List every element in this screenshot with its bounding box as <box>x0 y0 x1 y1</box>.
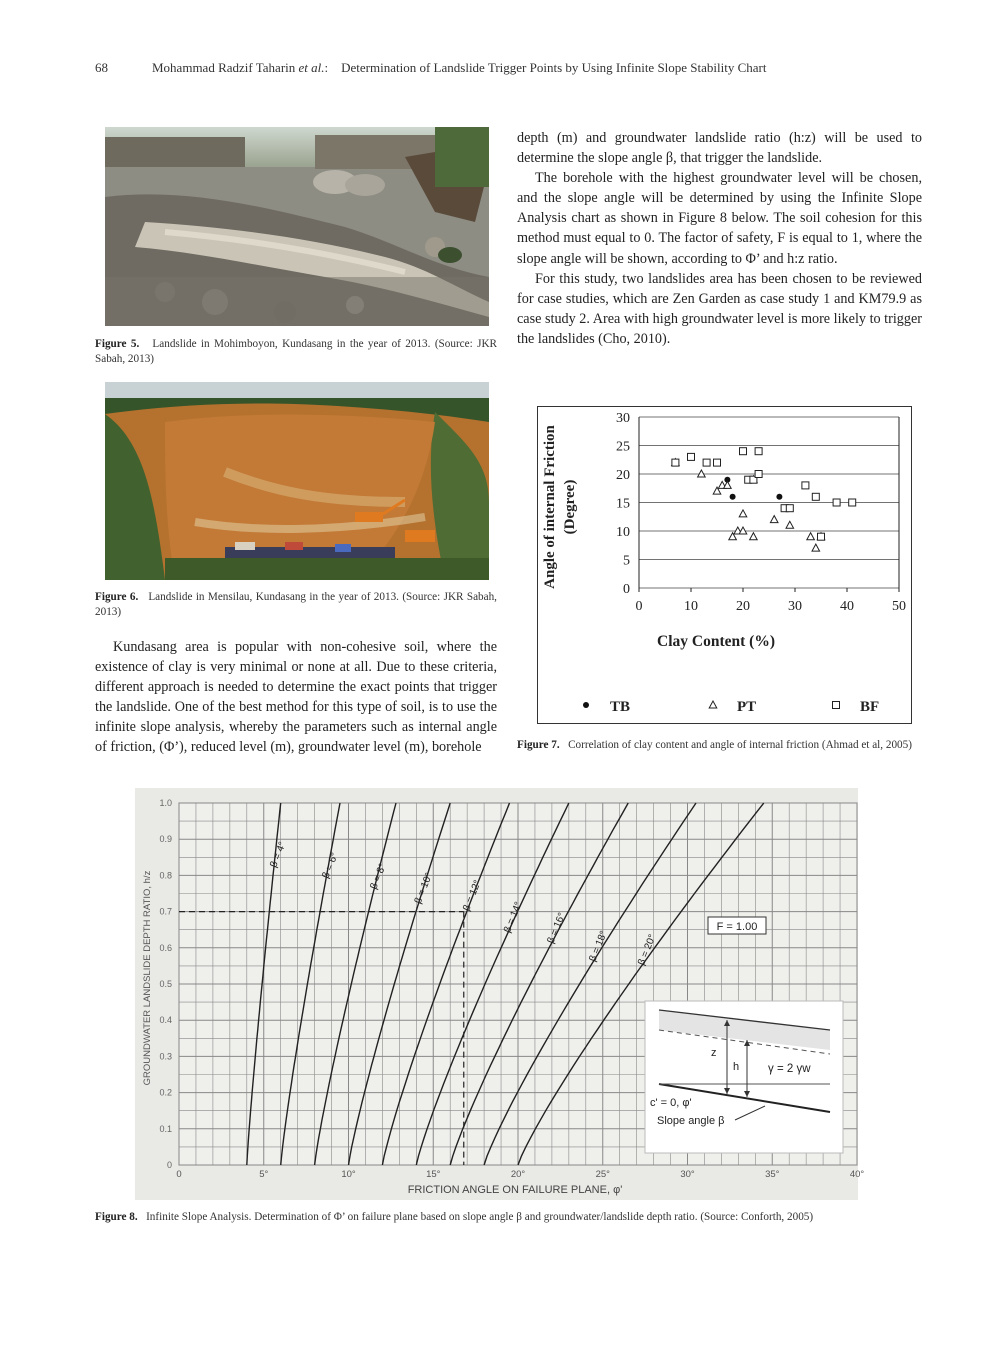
fig7-xtick-label: 20 <box>736 599 750 614</box>
fig8-inset <box>645 1001 843 1153</box>
fig8-xtick-label: 0 <box>176 1169 182 1180</box>
fig7-point-bf <box>740 448 747 455</box>
fig7-ytick-label: 10 <box>616 525 630 540</box>
fig7-point-pt <box>698 470 706 477</box>
figure7-chart <box>537 406 912 724</box>
fig8-ytick-label: 1.0 <box>159 798 172 808</box>
fig8-curve-label: β = 16° <box>545 911 568 946</box>
fig7-legend-marker-pt <box>709 701 717 708</box>
fig8-curve-label: β = 6° <box>320 851 341 881</box>
fig7-point-bf <box>703 459 710 466</box>
fig7-point-bf <box>812 493 819 500</box>
figure7-caption <box>517 738 922 753</box>
fig7-point-pt <box>770 516 778 523</box>
inset-gamma-label: γ = 2 γw <box>768 1063 811 1075</box>
fig8-curve-label: β = 12° <box>461 878 484 913</box>
right-paragraph-2: For this study, two landslides area has been chosen to be reviewed for case studies, which are Zen Garden as case study 1 and KM79.9 as case study 2. Area with high groundwater level is more likely to trigger the landslides (Cho, 2010). <box>517 270 922 347</box>
figure8-caption-text: Infinite Slope Analysis. Determination of Φ’ on failure plane based on slope angle β and groundwater/landslide depth ratio. (Source: Conforth, 2005) <box>146 1211 814 1223</box>
fig7-xtick-label: 10 <box>684 599 698 614</box>
fig7-point-bf <box>849 499 856 506</box>
fig8-ytick-label: 0.5 <box>159 979 172 989</box>
fig7-ytick-label: 20 <box>616 468 630 483</box>
fig7-ytick-label: 25 <box>616 439 630 455</box>
fig7-legend-marker-bf <box>833 702 840 709</box>
fig8-xtick-label: 35° <box>765 1169 780 1180</box>
left-paragraph-1: Kundasang area is popular with non-cohesive soil, where the existence of clay is very minimal or none at all. Due to these criteria, different approach is needed to determine the exact points that trigger the landslide. One of the best method for this type of soil, is to use the infinite slope analysis, whereby the parameters such as internal angle of friction, (Φ’), reduced level (m), groundwater level (m), borehole <box>95 639 497 756</box>
fig7-xlabel: Clay Content (%) <box>657 633 775 650</box>
fig7-xtick-label: 0 <box>635 599 643 614</box>
fig8-curve-label: β = 10° <box>412 871 436 906</box>
figure5-label: Figure 5. <box>95 338 140 350</box>
fig7-point-bf <box>688 453 695 460</box>
fig8-xlabel: FRICTION ANGLE ON FAILURE PLANE, φ' <box>407 1184 623 1196</box>
fig8-xtick-label: 30° <box>680 1169 695 1180</box>
fig7-legend-label-bf: BF <box>860 699 880 715</box>
fig8-ytick-label: 0.8 <box>159 870 172 881</box>
fig8-xtick-label: 15° <box>426 1169 441 1180</box>
inset-h-label: h <box>733 1061 740 1073</box>
fig8-ytick-label: 0.7 <box>159 906 172 917</box>
figure8-label: Figure 8. <box>95 1211 138 1223</box>
figure8-svg <box>135 788 865 1200</box>
fig7-point-bf <box>818 533 825 540</box>
figure5-caption-text: Landslide in Mohimboyon, Kundasang in the year of 2013. (Source: JKR Sabah, 2013) <box>95 338 497 365</box>
fig7-point-bf <box>755 448 762 455</box>
fig7-ylabel-1: Angle of internal Friction <box>542 425 558 589</box>
fig7-point-pt <box>812 544 820 551</box>
header-authors: Mohammad Radzif Taharin <box>152 60 296 75</box>
fig8-ytick-label: 0.3 <box>159 1051 172 1062</box>
figure6-photo <box>105 382 489 580</box>
fig7-xtick-label: 40 <box>840 599 854 614</box>
fig7-ytick-label: 0 <box>623 582 630 597</box>
fig7-legend-label-pt: PT <box>737 699 757 715</box>
right-paragraph-1: The borehole with the highest groundwater level will be chosen, and the slope angle will be determined by using the Infinite Slope Analysis chart as shown in Figure 8 below. The soil cohesion for this method must equal to 0. The factor of safety, F is equal to 1, where the slope angle will be shown, according to Φ’ and h:z ratio. <box>517 170 922 267</box>
fig7-point-pt <box>807 533 815 540</box>
fig8-curve-label: β = 14° <box>502 900 525 935</box>
fig8-xtick-label: 5° <box>259 1169 269 1180</box>
header-title: Determination of Landslide Trigger Points by Using Infinite Slope Stability Chart <box>341 60 767 75</box>
fig7-point-tb <box>776 494 782 500</box>
figure7-svg <box>538 407 911 723</box>
fig8-curve-label: β = 8° <box>368 862 389 892</box>
fig8-xtick-label: 10° <box>341 1169 356 1180</box>
fig8-ytick-label: 0.4 <box>159 1015 172 1026</box>
figure8-caption <box>95 1210 922 1225</box>
fig7-ytick-label: 30 <box>616 411 630 426</box>
running-header: Mohammad Radzif Taharin et al.: Determination of Landslide Trigger Points by Using Infinite Slope Stability Chart <box>152 60 767 75</box>
fig7-point-pt <box>739 527 747 534</box>
fig7-point-pt <box>724 481 732 488</box>
page-number: 68 <box>95 60 108 75</box>
fig7-point-pt <box>750 533 758 540</box>
fig7-legend-marker-tb <box>583 702 589 708</box>
fig8-ytick-label: 0.9 <box>159 834 172 845</box>
fig7-point-tb <box>730 494 736 500</box>
figure5-caption <box>95 337 497 367</box>
fig7-point-bf <box>833 499 840 506</box>
fig8-xtick-label: 40° <box>849 1169 865 1180</box>
fig7-point-bf <box>802 482 809 489</box>
figure7-caption-text: Correlation of clay content and angle of internal friction (Ahmad et al, 2005) <box>568 739 912 751</box>
figure8-chart <box>135 788 865 1200</box>
inset-slope-label: Slope angle β <box>657 1115 725 1127</box>
figure6-caption <box>95 590 497 620</box>
fig7-ylabel-2: (Degree) <box>562 479 578 535</box>
fig8-curve-label: β = 4° <box>268 840 289 870</box>
fig7-ytick-label: 5 <box>623 553 630 569</box>
fig7-point-pt <box>786 521 794 528</box>
figure7-label: Figure 7. <box>517 739 560 751</box>
fig8-f-label: F = 1.00 <box>716 921 758 933</box>
fig7-point-bf <box>714 459 721 466</box>
header-authors-suffix: et al. <box>298 60 325 75</box>
fig7-legend <box>583 699 879 715</box>
fig8-ytick-label: 0.1 <box>159 1123 172 1134</box>
fig7-point-pt <box>739 510 747 517</box>
figure5-photo <box>105 127 489 326</box>
right-paragraph-0: depth (m) and groundwater landslide ratio (h:z) will be used to determine the slope angle β, that trigger the landslide. <box>517 130 922 167</box>
fig7-xtick-label: 50 <box>892 599 906 614</box>
inset-z-label: z <box>711 1047 717 1059</box>
fig7-ytick-label: 15 <box>616 496 630 512</box>
fig8-ylabel: GROUNDWATER LANDSLIDE DEPTH RATIO, h/z <box>142 870 153 1086</box>
fig8-ytick-label: 0.6 <box>159 942 172 953</box>
fig8-ytick-label: 0.2 <box>159 1087 172 1098</box>
fig8-ytick-label: 0 <box>166 1160 172 1170</box>
fig8-xtick-label: 25° <box>595 1169 610 1180</box>
left-column-text <box>95 637 497 758</box>
fig8-xtick-label: 20° <box>510 1169 526 1180</box>
inset-cohesion-label: c' = 0, φ' <box>650 1097 692 1109</box>
figure6-caption-text: Landslide in Mensilau, Kundasang in the year of 2013. (Source: JKR Sabah, 2013) <box>95 591 497 618</box>
right-column-text <box>517 128 922 349</box>
fig7-xtick-label: 30 <box>788 599 802 614</box>
fig7-point-bf <box>755 471 762 478</box>
fig8-curve-label: β = 20° <box>636 932 659 968</box>
fig8-curve-label: β = 18° <box>587 929 610 964</box>
fig7-legend-label-tb: TB <box>610 699 631 715</box>
fig7-point-bf <box>672 459 679 466</box>
figure6-label: Figure 6. <box>95 591 139 603</box>
fig7-point-bf <box>786 505 793 512</box>
